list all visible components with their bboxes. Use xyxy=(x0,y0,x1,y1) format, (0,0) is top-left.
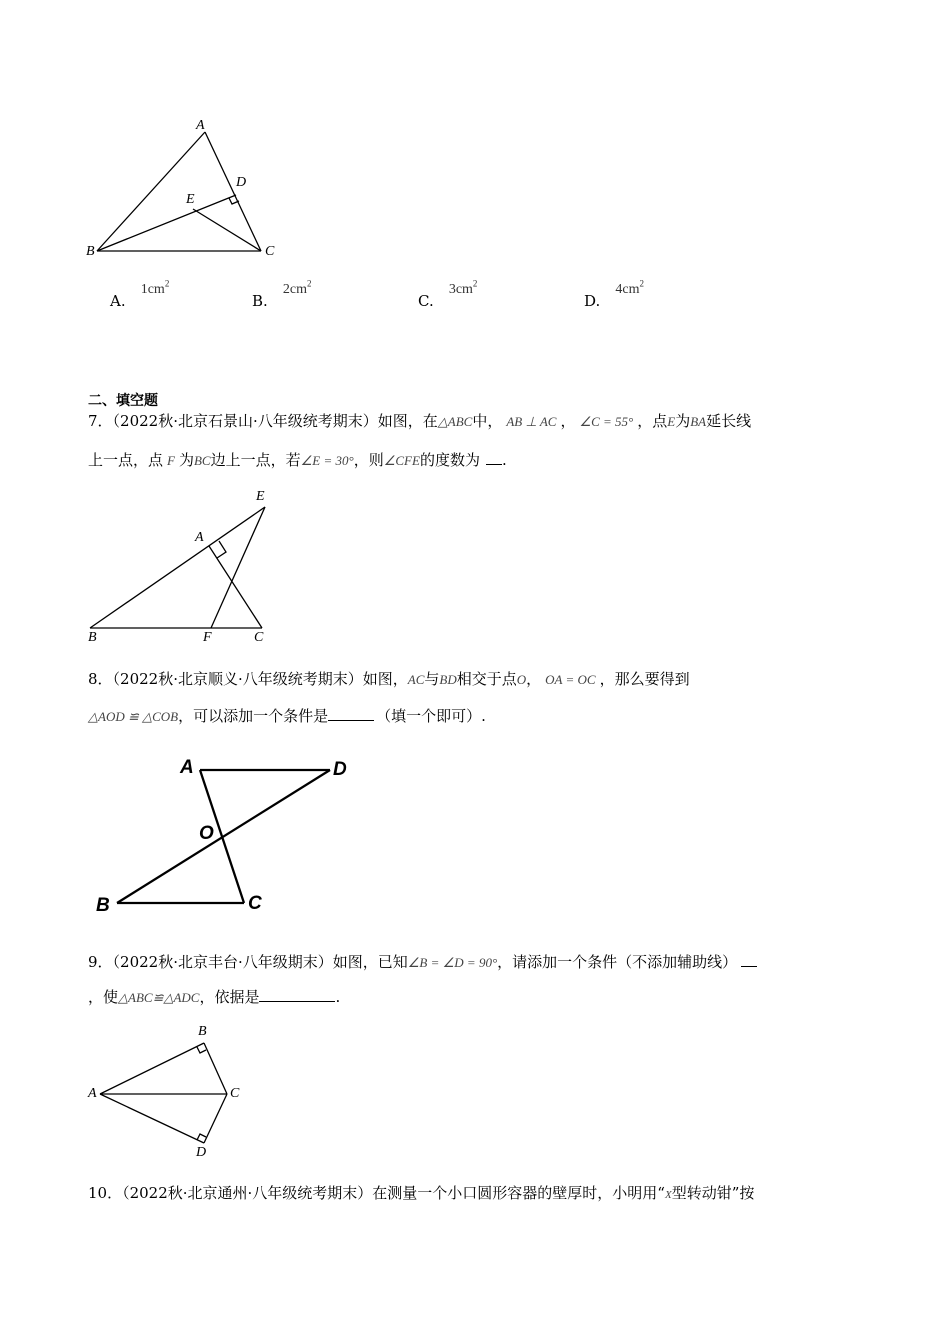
fig6-label-c: C xyxy=(265,244,275,259)
fig6-label-e: E xyxy=(186,192,195,207)
fig8-label-o: O xyxy=(199,823,214,844)
fig9-label-c: C xyxy=(230,1086,240,1101)
fig7-label-a: A xyxy=(195,530,204,545)
option-c: C. $3cm^2$ xyxy=(418,278,478,310)
q8-line2: △AOD ≌ △COB，可以添加一个条件是 （填一个即可）. xyxy=(88,707,486,725)
fig9-label-d: D xyxy=(196,1145,207,1160)
option-d: D. $4cm^2$ xyxy=(584,278,644,310)
q7-line2: 上一点，点 F 为BC边上一点，若∠E = 30°，则∠CFE的度数为 . xyxy=(88,451,507,469)
fig7-label-b: B xyxy=(88,630,97,645)
fig6-label-d: D xyxy=(236,175,247,190)
option-a: A. $1cm^2$ xyxy=(110,278,170,310)
fig7-label-c: C xyxy=(254,630,264,645)
q7-line1: 7．（2022秋·北京石景山·八年级统考期末）如图，在△ABC中， AB ⊥ AC ， ∠C = 55° ，点E为BA延长线 xyxy=(88,412,752,430)
fig9-label-b: B xyxy=(198,1024,207,1039)
option-b: B. $2cm^2$ xyxy=(252,278,312,310)
q9-line1: 9．（2022秋·北京丰台·八年级期末）如图，已知∠B = ∠D = 90°，请添加一个条件（不添加辅助线） xyxy=(88,952,757,973)
fig8-label-b: B xyxy=(96,895,110,916)
fig6-label-a: A xyxy=(196,118,205,133)
fig8-label-a: A xyxy=(180,757,194,778)
fig7-label-e: E xyxy=(256,489,265,504)
q10-line1: 10．（2022秋·北京通州·八年级统考期末）在测量一个小口圆形容器的壁厚时，小明用“X型转动钳”按 xyxy=(88,1184,755,1202)
fig8-label-c: C xyxy=(248,893,262,914)
fig8-label-d: D xyxy=(333,759,347,780)
fig7-label-f: F xyxy=(203,630,212,645)
q8-line1: 8．（2022秋·北京顺义·八年级统考期末）如图，AC与BD相交于点O， OA = OC ，那么要得到 xyxy=(88,670,690,688)
fig6-label-b: B xyxy=(86,244,95,259)
section-title: 二、填空题 xyxy=(88,393,158,409)
q9-line2: ，使△ABC≌△ADC，依据是 . xyxy=(88,988,341,1006)
fig9-label-a: A xyxy=(88,1086,97,1101)
